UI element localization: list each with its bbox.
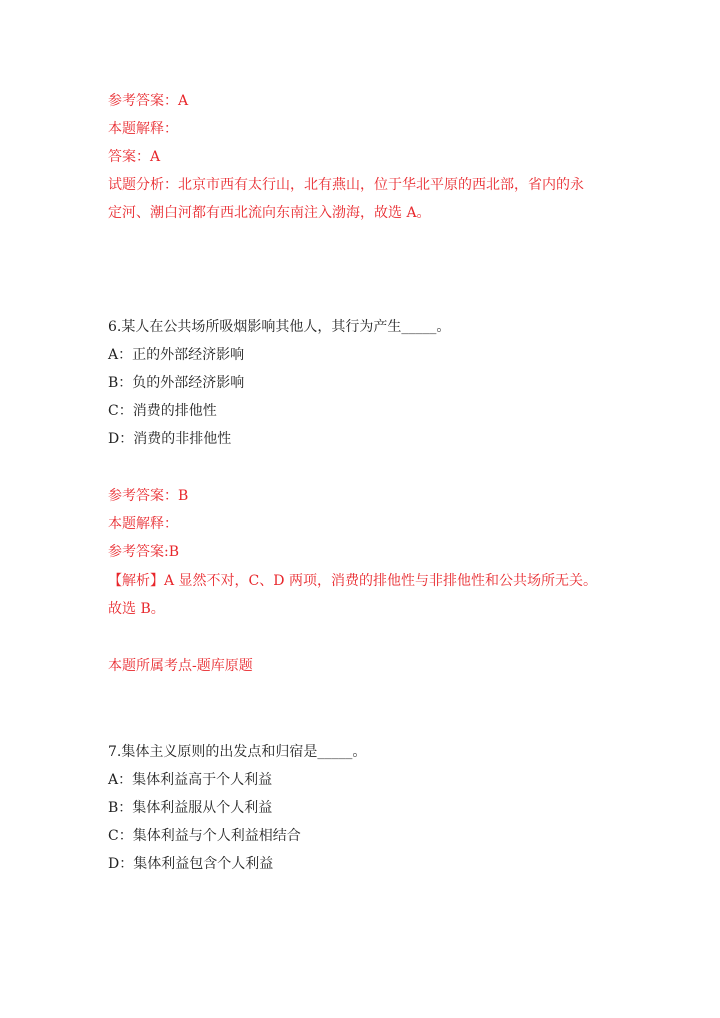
q6-analysis-line-2: 故选 B。 <box>108 601 165 617</box>
q6-ref-answer-2: 参考答案:B <box>108 544 180 560</box>
q5-analysis-line-1: 试题分析：北京市西有太行山，北有燕山，位于华北平原的西北部，省内的永 <box>108 177 584 193</box>
q6-stem: 6.某人在公共场所吸烟影响其他人，其行为产生_____。 <box>108 319 451 335</box>
q6-analysis-line-1: 【解析】A 显然不对，C、D 两项，消费的排他性与非排他性和公共场所无关。 <box>108 573 597 589</box>
q6-option-d: D：消费的非排他性 <box>108 431 232 447</box>
q5-answer: 答案：A <box>108 149 161 165</box>
q7-option-b: B：集体利益服从个人利益 <box>108 800 273 816</box>
q7-option-c: C：集体利益与个人利益相结合 <box>108 828 301 844</box>
q5-explain-label: 本题解释： <box>108 121 178 137</box>
q6-option-a: A：正的外部经济影响 <box>108 347 245 363</box>
q7-stem: 7.集体主义原则的出发点和归宿是_____。 <box>108 744 367 760</box>
q6-option-b: B：负的外部经济影响 <box>108 375 245 391</box>
q6-explain-label: 本题解释： <box>108 516 178 532</box>
q5-ref-answer: 参考答案：A <box>108 93 189 109</box>
q5-analysis-line-2: 定河、潮白河都有西北流向东南注入渤海，故选 A。 <box>108 205 431 221</box>
q6-option-c: C：消费的排他性 <box>108 403 217 419</box>
q7-option-d: D：集体利益包含个人利益 <box>108 856 274 872</box>
q6-ref-answer: 参考答案：B <box>108 488 189 504</box>
q6-source: 本题所属考点-题库原题 <box>108 658 253 674</box>
q7-option-a: A：集体利益高于个人利益 <box>108 772 273 788</box>
